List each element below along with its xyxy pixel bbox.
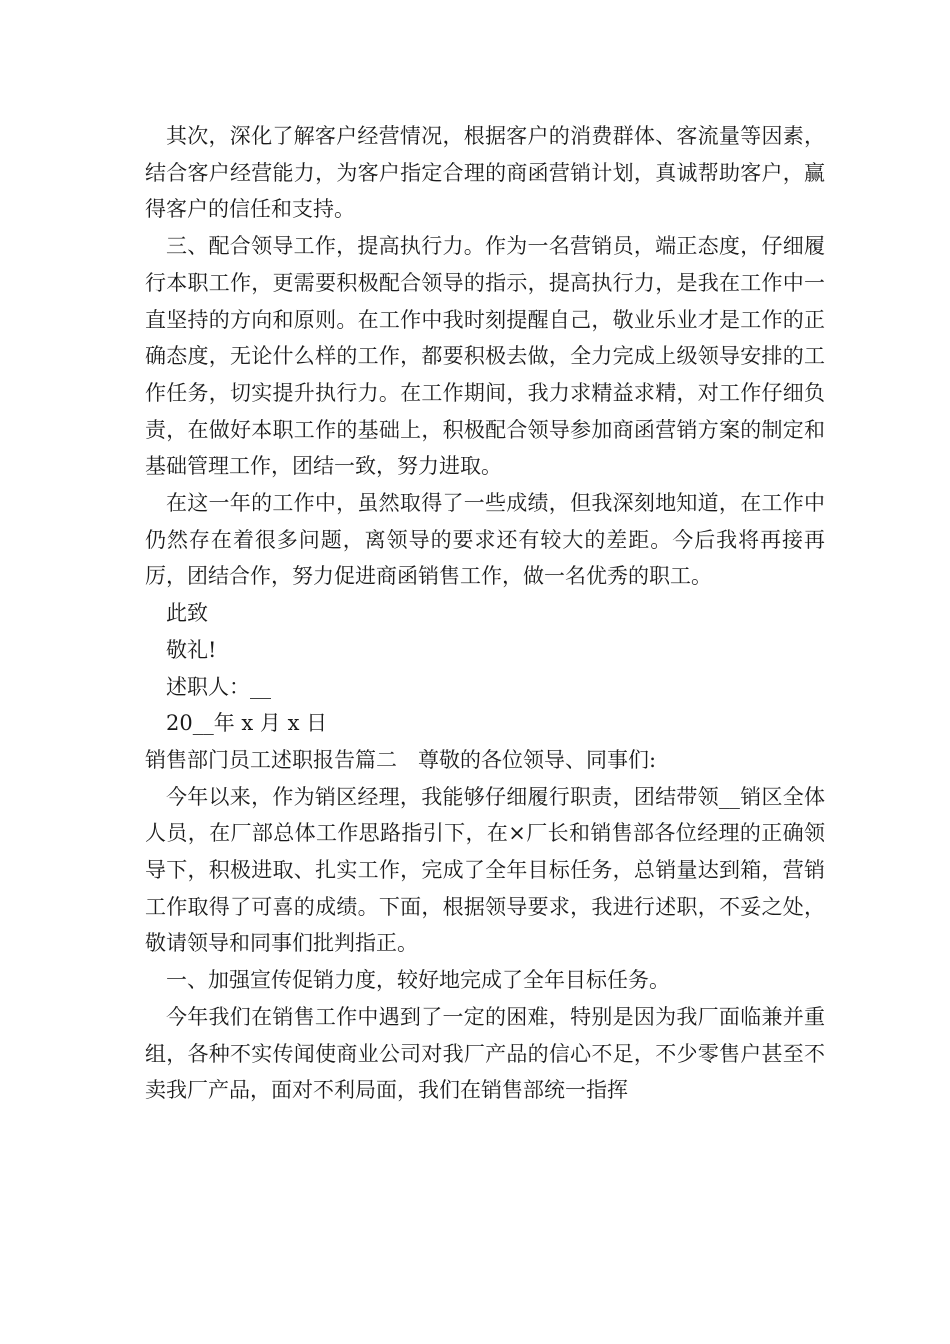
closing-salutation: 此致 (166, 601, 208, 626)
closing-regards: 敬礼! (166, 637, 217, 662)
document-body (145, 118, 825, 1109)
paragraph-sales-difficulty: 今年我们在销售工作中遇到了一定的困难，特别是因为我厂面临兼并重组，各种不实传闻使商业公司对我厂产品的信心不足，不少零售户甚至不卖我厂产品，面对不利局面，我们在销售部统一指挥 (145, 1004, 825, 1103)
paragraph-summary: 在这一年的工作中，虽然取得了一些成绩，但我深刻地知道，在工作中仍然存在着很多问题，离领导的要求还有较大的差距。今后我将再接再厉，团结合作，努力促进商函销售工作，做一名优秀的职工。 (145, 491, 825, 589)
paragraph-point-one-heading: 一、加强宣传促销力度，较好地完成了全年目标任务。 (166, 968, 670, 993)
paragraph-customer-analysis: 其次，深化了解客户经营情况，根据客户的消费群体、客流量等因素，结合客户经营能力，为客户指定合理的商函营销计划，真诚帮助客户，赢得客户的信任和支持。 (145, 124, 825, 222)
paragraph-cooperate-leadership: 三、配合领导工作，提高执行力。作为一名营销员，端正态度，仔细履行本职工作，更需要积极配合领导的指示，提高执行力，是我在工作中一直坚持的方向和原则。在工作中我时刻提醒自己，敬业乐业才是工作的正确态度，无论什么样的工作，都要积极去做，全力完成上级领导安排的工作任务，切实提升执行力。在工作期间，我力求精益求精，对工作仔细负责，在做好本职工作的基础上，积极配合领导参加商函营销方案的制定和基础管理工作，团结一致，努力进取。 (145, 234, 825, 479)
paragraph-intro-part-two: 今年以来，作为销区经理，我能够仔细履行职责，团结带领__销区全体人员，在厂部总体工作思路指引下，在×厂长和销售部各位经理的正确领导下，积极进取、扎实工作，完成了全年目标任务，总销量达到箱，营销工作取得了可喜的成绩。下面，根据领导要求，我进行述职，不妥之处，敬请领导和同事们批判指正。 (145, 784, 825, 956)
report-date: 20__年 x 月 x 日 (166, 711, 328, 736)
section-heading-part-two: 销售部门员工述职报告篇二 尊敬的各位领导、同事们: (145, 747, 657, 772)
reporter-signature: 述职人：__ (166, 674, 271, 699)
